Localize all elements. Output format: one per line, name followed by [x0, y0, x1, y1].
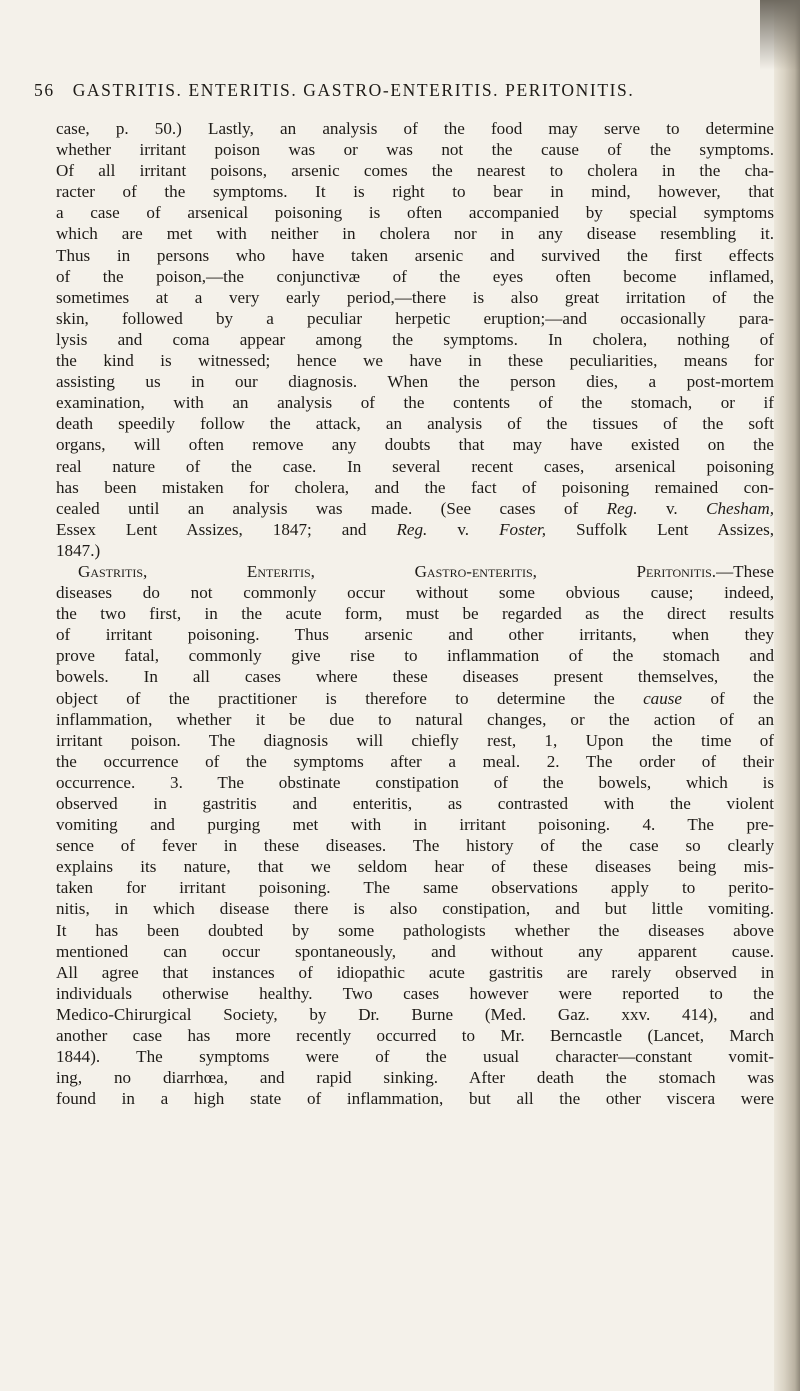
page-number: 56 [34, 80, 55, 100]
text-line [56, 898, 774, 919]
text-line [56, 223, 774, 244]
text-span: has been mistaken for cholera, and the fact of poisoning remained con- [56, 477, 774, 497]
text-span: whether irritant poison was or was not the cause of the symptoms. [56, 140, 774, 160]
text-span: of the [682, 688, 774, 708]
text-span: a case of arsenical poisoning is often accompanied by special symptoms [56, 203, 774, 223]
text-line [56, 983, 774, 1004]
text-span: 1847.) [56, 540, 101, 560]
text-span: Medico-Chirurgical Society, by Dr. Burne (Med. Gaz. xxv. 414), and [56, 1004, 774, 1024]
text-span: the kind is witnessed; hence we have in these peculiarities, means for [56, 351, 774, 371]
text-line [56, 582, 774, 603]
text-line [56, 645, 774, 666]
case-name: Chesham, [706, 498, 774, 518]
text-line [56, 540, 774, 561]
text-span: irritant poison. The diagnosis will chiefly rest, 1, Upon the time of [56, 730, 774, 750]
text-span: 1844). The symptoms were of the usual character—constant vomit- [56, 1047, 774, 1067]
text-line [56, 1088, 774, 1109]
text-line [56, 835, 774, 856]
section-heading-line [56, 561, 774, 582]
text-span: of irritant poisoning. Thus arsenic and other irritants, when they [56, 625, 774, 645]
text-line [56, 603, 774, 624]
case-name: Reg. [396, 519, 428, 539]
text-span: sence of fever in these diseases. The history of the case so clearly [56, 836, 774, 856]
text-line [56, 920, 774, 941]
emphasis: cause [643, 688, 683, 708]
text-span: vomiting and purging met with in irritant poisoning. 4. The pre- [56, 815, 774, 835]
text-line [56, 941, 774, 962]
text-span: individuals otherwise healthy. Two cases however were reported to the [56, 983, 774, 1003]
text-line [56, 814, 774, 835]
text-line [56, 498, 774, 519]
text-span: explains its nature, that we seldom hear of these diseases being mis- [56, 857, 774, 877]
text-span: skin, followed by a peculiar herpetic eruption;—and occasionally para- [56, 308, 774, 328]
text-span: examination, with an analysis of the contents of the stomach, or if [56, 393, 774, 413]
text-line [56, 139, 774, 160]
text-line [56, 308, 774, 329]
text-line [56, 962, 774, 983]
text-line [56, 350, 774, 371]
text-line [56, 666, 774, 687]
text-span: lysis and coma appear among the symptoms. In cholera, nothing of [56, 329, 774, 349]
text-span: of the poison,—the conjunctivæ of the eyes often become inflamed, [56, 266, 774, 286]
text-span: death speedily follow the attack, an analysis of the tissues of the soft [56, 414, 774, 434]
text-span: another case has more recently occurred to Mr. Berncastle (Lancet, March [56, 1026, 774, 1046]
text-span: Thus in persons who have taken arsenic and survived the first effects [56, 245, 774, 265]
text-span: Suffolk Lent Assizes, [546, 519, 774, 539]
section-heading: Gastritis, Enteritis, Gastro-enteritis, Peritonitis. [78, 561, 717, 581]
text-span: cealed until an analysis was made. (See cases of [56, 498, 607, 518]
text-line [56, 477, 774, 498]
running-title: GASTRITIS. ENTERITIS. GASTRO-ENTERITIS. PERITONITIS. [72, 80, 635, 100]
text-line [56, 329, 774, 350]
page-corner-shadow [760, 0, 800, 70]
text-span: inflammation, whether it be due to natural changes, or the action of an [56, 709, 774, 729]
page-edge-shadow [774, 0, 800, 1391]
text-span: the two first, in the acute form, must be regarded as the direct results [56, 604, 774, 624]
text-line [56, 371, 774, 392]
text-span: mentioned can occur spontaneously, and without any apparent cause. [56, 941, 774, 961]
text-span: Essex Lent Assizes, 1847; and [56, 519, 397, 539]
text-line [56, 877, 774, 898]
text-span: racter of the symptoms. It is right to bear in mind, however, that [56, 182, 774, 202]
text-span: ing, no diarrhœa, and rapid sinking. After death the stomach was [56, 1068, 774, 1088]
text-line [56, 181, 774, 202]
text-span: the occurrence of the symptoms after a meal. 2. The order of their [56, 751, 774, 771]
text-line [56, 456, 774, 477]
text-span: Of all irritant poisons, arsenic comes the nearest to cholera in the cha- [56, 161, 774, 181]
case-name: Foster, [499, 519, 547, 539]
text-line [56, 709, 774, 730]
text-line [56, 287, 774, 308]
text-span: case, p. 50.) Lastly, an analysis of the food may serve to determine [56, 119, 774, 138]
text-line [56, 202, 774, 223]
running-header [34, 80, 774, 101]
text-line [56, 392, 774, 413]
text-line [56, 856, 774, 877]
text-span: found in a high state of inflammation, but all the other viscera were [56, 1089, 774, 1109]
text-line [56, 730, 774, 751]
text-line [56, 266, 774, 287]
body-text [56, 118, 774, 1109]
text-line [56, 1004, 774, 1025]
text-span: sometimes at a very early period,—there is also great irritation of the [56, 287, 774, 307]
text-line [56, 1067, 774, 1088]
text-line [56, 772, 774, 793]
text-span: diseases do not commonly occur without some obvious cause; indeed, [56, 583, 774, 603]
text-span: real nature of the case. In several recent cases, arsenical poisoning [56, 456, 774, 476]
text-line [56, 688, 774, 709]
text-line [56, 793, 774, 814]
text-span: occurrence. 3. The obstinate constipation of the bowels, which is [56, 772, 774, 792]
text-line [56, 519, 774, 540]
text-line [56, 245, 774, 266]
text-span: object of the practitioner is therefore to determine the [56, 688, 644, 708]
text-line [56, 434, 774, 455]
text-line [56, 1046, 774, 1067]
text-span: observed in gastritis and enteritis, as contrasted with the violent [56, 794, 774, 813]
text-line [56, 160, 774, 181]
case-name: Reg. [606, 498, 638, 518]
text-line [56, 1025, 774, 1046]
text-span: which are met with neither in cholera nor in any disease resembling it. [56, 224, 774, 244]
text-line [56, 751, 774, 772]
text-span: v. [637, 498, 707, 518]
text-span: It has been doubted by some pathologists whether the diseases above [56, 920, 774, 940]
text-span: v. [427, 519, 500, 539]
text-line [56, 624, 774, 645]
text-span: bowels. In all cases where these diseases present themselves, the [56, 667, 774, 687]
text-span: nitis, in which disease there is also constipation, and but little vomiting. [56, 899, 774, 919]
text-span: organs, will often remove any doubts that may have existed on the [56, 435, 774, 455]
text-span: —These [716, 561, 774, 581]
text-span: taken for irritant poisoning. The same observations apply to perito- [56, 878, 774, 898]
text-line [56, 118, 774, 139]
text-span: prove fatal, commonly give rise to inflammation of the stomach and [56, 646, 774, 666]
text-line [56, 413, 774, 434]
text-span: All agree that instances of idiopathic acute gastritis are rarely observed in [56, 962, 774, 982]
text-span: assisting us in our diagnosis. When the person dies, a post-mortem [56, 372, 774, 392]
